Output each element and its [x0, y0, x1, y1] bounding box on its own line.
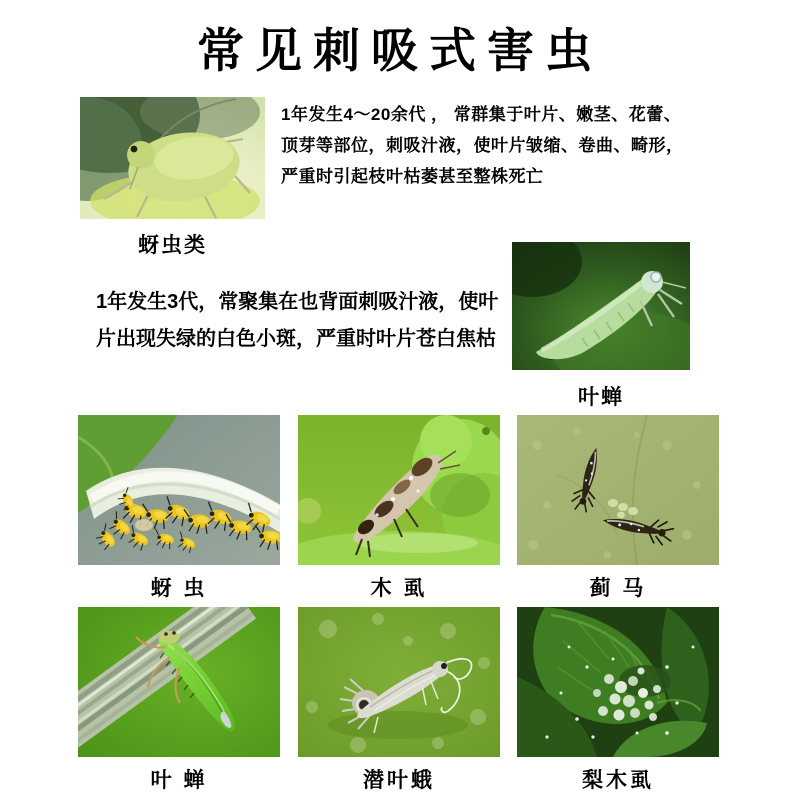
thrips-photo [517, 415, 719, 565]
leafhopper-description [96, 284, 512, 358]
grid-label-aphid: 蚜 虫 [150, 577, 208, 600]
grid-cell-psyllid [298, 415, 500, 602]
aphid-macro-illustration [80, 97, 265, 219]
pear-psyllid-photo [517, 607, 719, 757]
aphid-description [281, 99, 701, 192]
leafhopper-description-line: 1年发生3代，常聚集在也背面刺吸汁液，使叶 [96, 291, 499, 313]
grid-cell-thrips [517, 415, 719, 602]
grid-cell-moth [298, 607, 500, 794]
grid-label-moth: 潜叶蛾 [363, 769, 435, 792]
moth-photo [298, 607, 500, 757]
yellow-aphids-photo [78, 415, 280, 565]
leafhopper-caption: 叶蝉 [578, 386, 624, 409]
grid-label-pear-psyllid: 梨木虱 [582, 769, 654, 792]
grid-cell-pear-psyllid [517, 607, 719, 794]
grid-label-psyllid: 木 虱 [370, 577, 428, 600]
moth-illustration [298, 607, 500, 757]
page-title: 常见刺吸式害虫 [197, 24, 603, 77]
leafhopper-description-line: 片出现失绿的白色小斑，严重时叶片苍白焦枯 [96, 328, 496, 350]
aphid-macro-photo [80, 97, 265, 219]
grid-cell-aphids [78, 415, 280, 602]
grid-label-leafhopper: 叶 蝉 [150, 769, 208, 792]
aphid-description-line: 1年发生4～20余代 ， 常群集于叶片、嫩茎、花蕾、 [281, 105, 682, 124]
green-leafhopper-illustration [78, 607, 280, 757]
green-leafhopper-photo [78, 607, 280, 757]
aphid-description-line: 顶芽等部位，刺吸汁液，使叶片皱缩、卷曲、畸形， [281, 136, 684, 155]
pear-psyllid-illustration [517, 607, 719, 757]
grid-label-thrips: 蓟 马 [589, 577, 647, 600]
psyllid-illustration [298, 415, 500, 565]
aphid-description-line: 严重时引起枝叶枯萎甚至整株死亡 [281, 167, 544, 186]
yellow-aphids-illustration [78, 415, 280, 565]
psyllid-photo [298, 415, 500, 565]
leafhopper-illustration [512, 242, 690, 370]
leafhopper-photo [512, 242, 690, 370]
grid-cell-leafhopper [78, 607, 280, 794]
aphid-caption: 蚜虫类 [138, 234, 207, 257]
thrips-illustration [517, 415, 719, 565]
